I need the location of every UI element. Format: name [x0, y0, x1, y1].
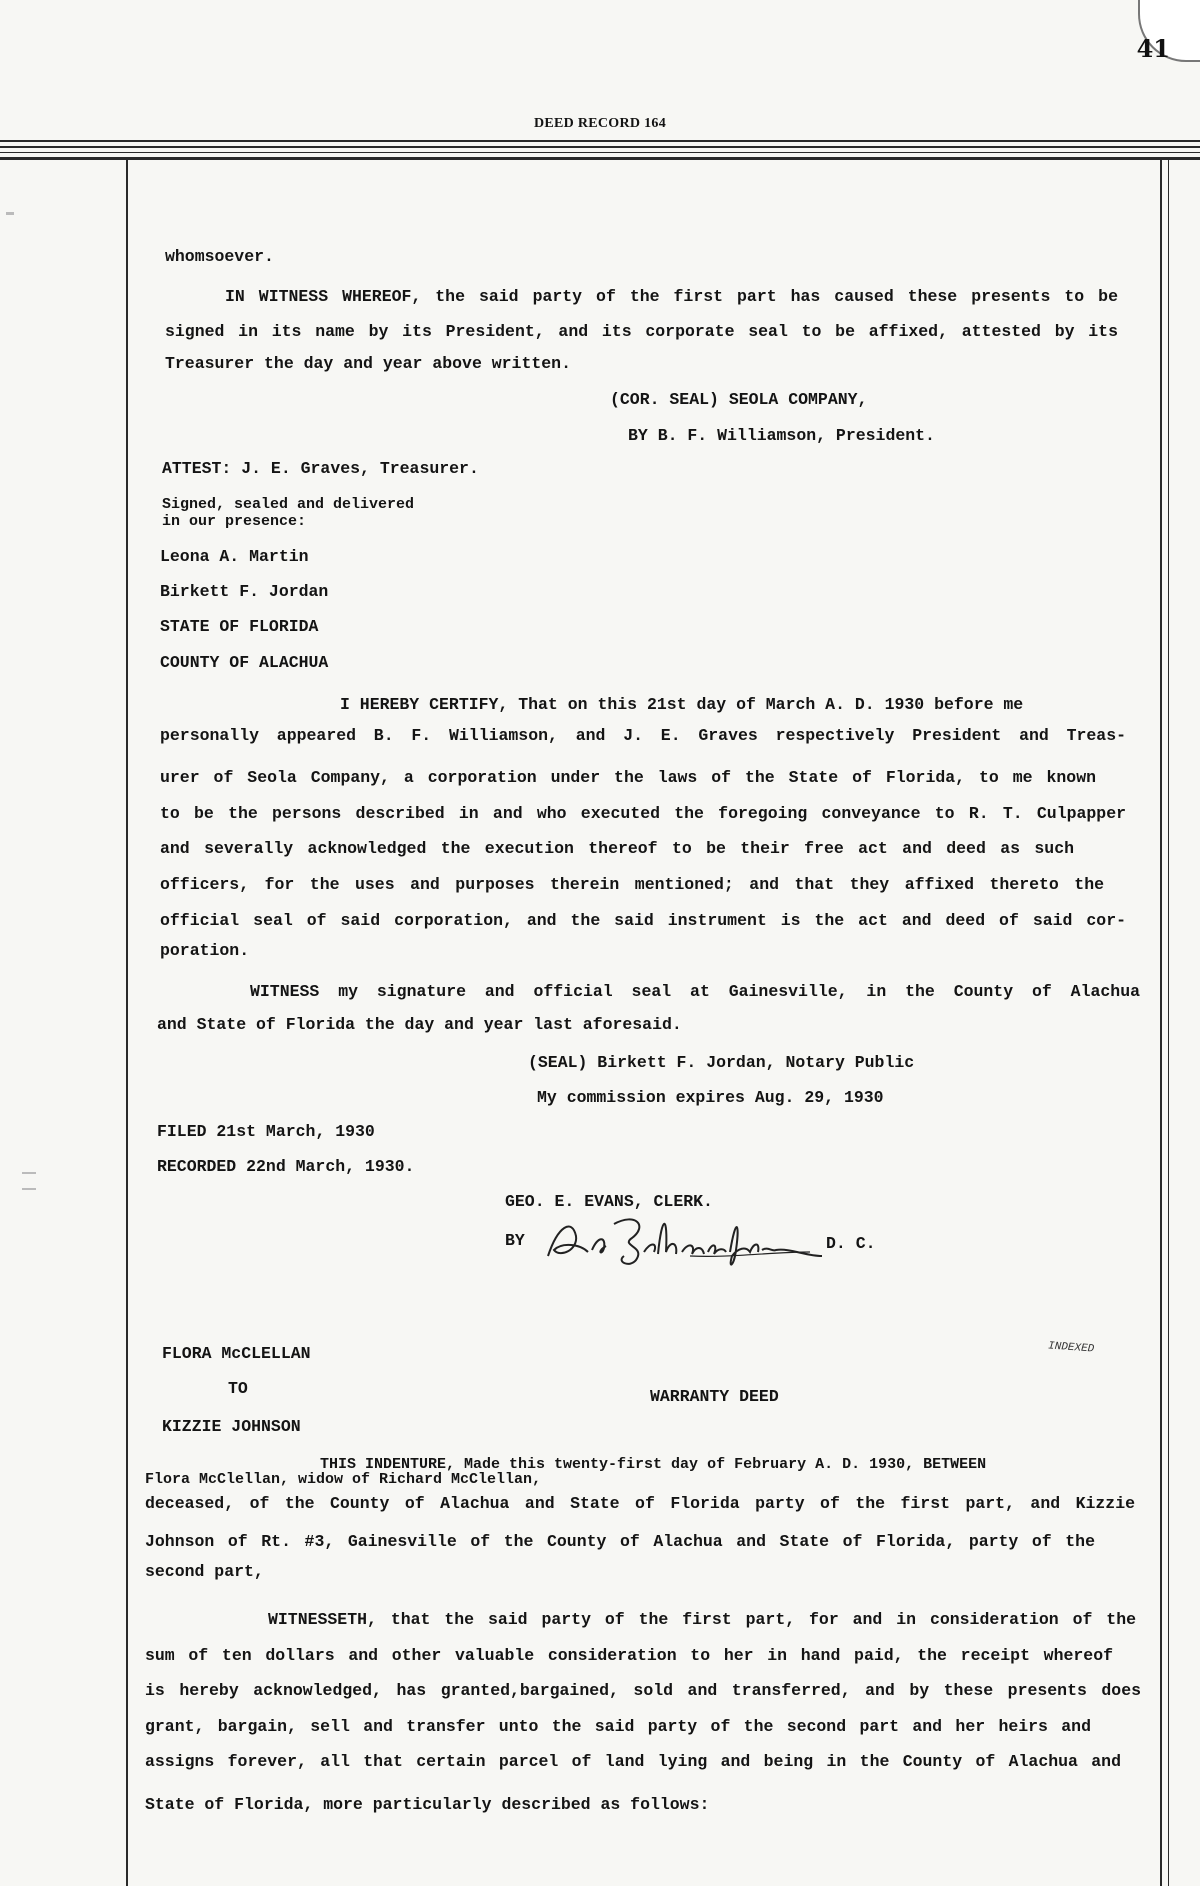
county-line: COUNTY OF ALACHUA: [160, 653, 329, 672]
text-line: is hereby acknowledged, has granted,bargained, sold and transferred, and by these presents does: [145, 1681, 1141, 1700]
state-line: STATE OF FLORIDA: [160, 617, 319, 636]
by-label: BY: [505, 1231, 525, 1250]
text-line: poration.: [160, 941, 250, 960]
grantee-name: KIZZIE JOHNSON: [162, 1417, 301, 1436]
text-line: grant, bargain, sell and transfer unto the said party of the second part and her heirs and: [145, 1717, 1091, 1736]
text-line: to be the persons described in and who executed the foregoing conveyance to R. T. Culpapper: [160, 804, 1126, 823]
notary-seal-line: (SEAL) Birkett F. Jordan, Notary Public: [528, 1053, 915, 1072]
deputy-clerk-signature: [540, 1206, 830, 1276]
text-line: and State of Florida the day and year last aforesaid.: [157, 1015, 682, 1034]
text-line: Signed, sealed and delivered: [162, 496, 415, 513]
text-line: I HEREBY CERTIFY, That on this 21st day of March A. D. 1930 before me: [340, 695, 1024, 714]
text-line: whomsoever.: [165, 247, 274, 266]
text-line: WITNESSETH, that the said party of the first part, for and in consideration of the: [268, 1610, 1136, 1629]
witness-name: Leona A. Martin: [160, 547, 309, 566]
text-line: assigns forever, all that certain parcel of land lying and being in the County of Alachua and: [145, 1752, 1121, 1771]
to-label: TO: [228, 1379, 248, 1398]
text-line: WITNESS my signature and official seal at Gainesville, in the County of Alachua: [250, 982, 1140, 1001]
text-line: second part,: [145, 1562, 264, 1581]
deed-type: WARRANTY DEED: [650, 1387, 779, 1406]
attest-line: ATTEST: J. E. Graves, Treasurer.: [162, 459, 479, 478]
deputy-clerk-label: D. C.: [826, 1234, 876, 1253]
witness-name: Birkett F. Jordan: [160, 582, 329, 601]
text-line: Flora McClellan, widow of Richard McClellan,: [145, 1471, 542, 1488]
text-line: urer of Seola Company, a corporation under the laws of the State of Florida, to me known: [160, 768, 1096, 787]
text-line: officers, for the uses and purposes therein mentioned; and that they affixed thereto the: [160, 875, 1104, 894]
text-line: and severally acknowledged the execution thereof to be their free act and deed as such: [160, 839, 1074, 858]
commission-line: My commission expires Aug. 29, 1930: [537, 1088, 884, 1107]
text-line: Treasurer the day and year above written.: [165, 354, 571, 373]
text-line: IN WITNESS WHEREOF, the said party of the first part has caused these presents to be: [225, 287, 1118, 306]
record-title: DEED RECORD 164: [533, 116, 667, 131]
text-line: official seal of said corporation, and the said instrument is the act and deed of said cor-: [160, 911, 1126, 930]
text-line: in our presence:: [162, 513, 307, 530]
clerk-line: GEO. E. EVANS, CLERK.: [505, 1192, 713, 1211]
text-line: Johnson of Rt. #3, Gainesville of the County of Alachua and State of Florida, party of the: [145, 1532, 1095, 1551]
text-line: deceased, of the County of Alachua and State of Florida party of the first part, and Kizzie: [145, 1494, 1135, 1513]
page-number: 41: [1136, 34, 1170, 63]
text-line: THIS INDENTURE, Made this twenty-first day of February A. D. 1930, BETWEEN: [320, 1456, 987, 1473]
recorded-line: RECORDED 22nd March, 1930.: [157, 1157, 415, 1176]
text-line: State of Florida, more particularly described as follows:: [145, 1795, 710, 1814]
text-line: signed in its name by its President, and its corporate seal to be affixed, attested by its: [165, 322, 1118, 341]
filed-line: FILED 21st March, 1930: [157, 1122, 375, 1141]
president-signature-line: BY B. F. Williamson, President.: [628, 426, 935, 445]
text-line: sum of ten dollars and other valuable consideration to her in hand paid, the receipt whereof: [145, 1646, 1113, 1665]
text-line: personally appeared B. F. Williamson, and J. E. Graves respectively President and Treas-: [160, 726, 1126, 745]
indexed-stamp: INDEXED: [1047, 1340, 1095, 1356]
grantor-name: FLORA McCLELLAN: [162, 1344, 311, 1363]
corporate-seal-line: (COR. SEAL) SEOLA COMPANY,: [610, 390, 868, 409]
